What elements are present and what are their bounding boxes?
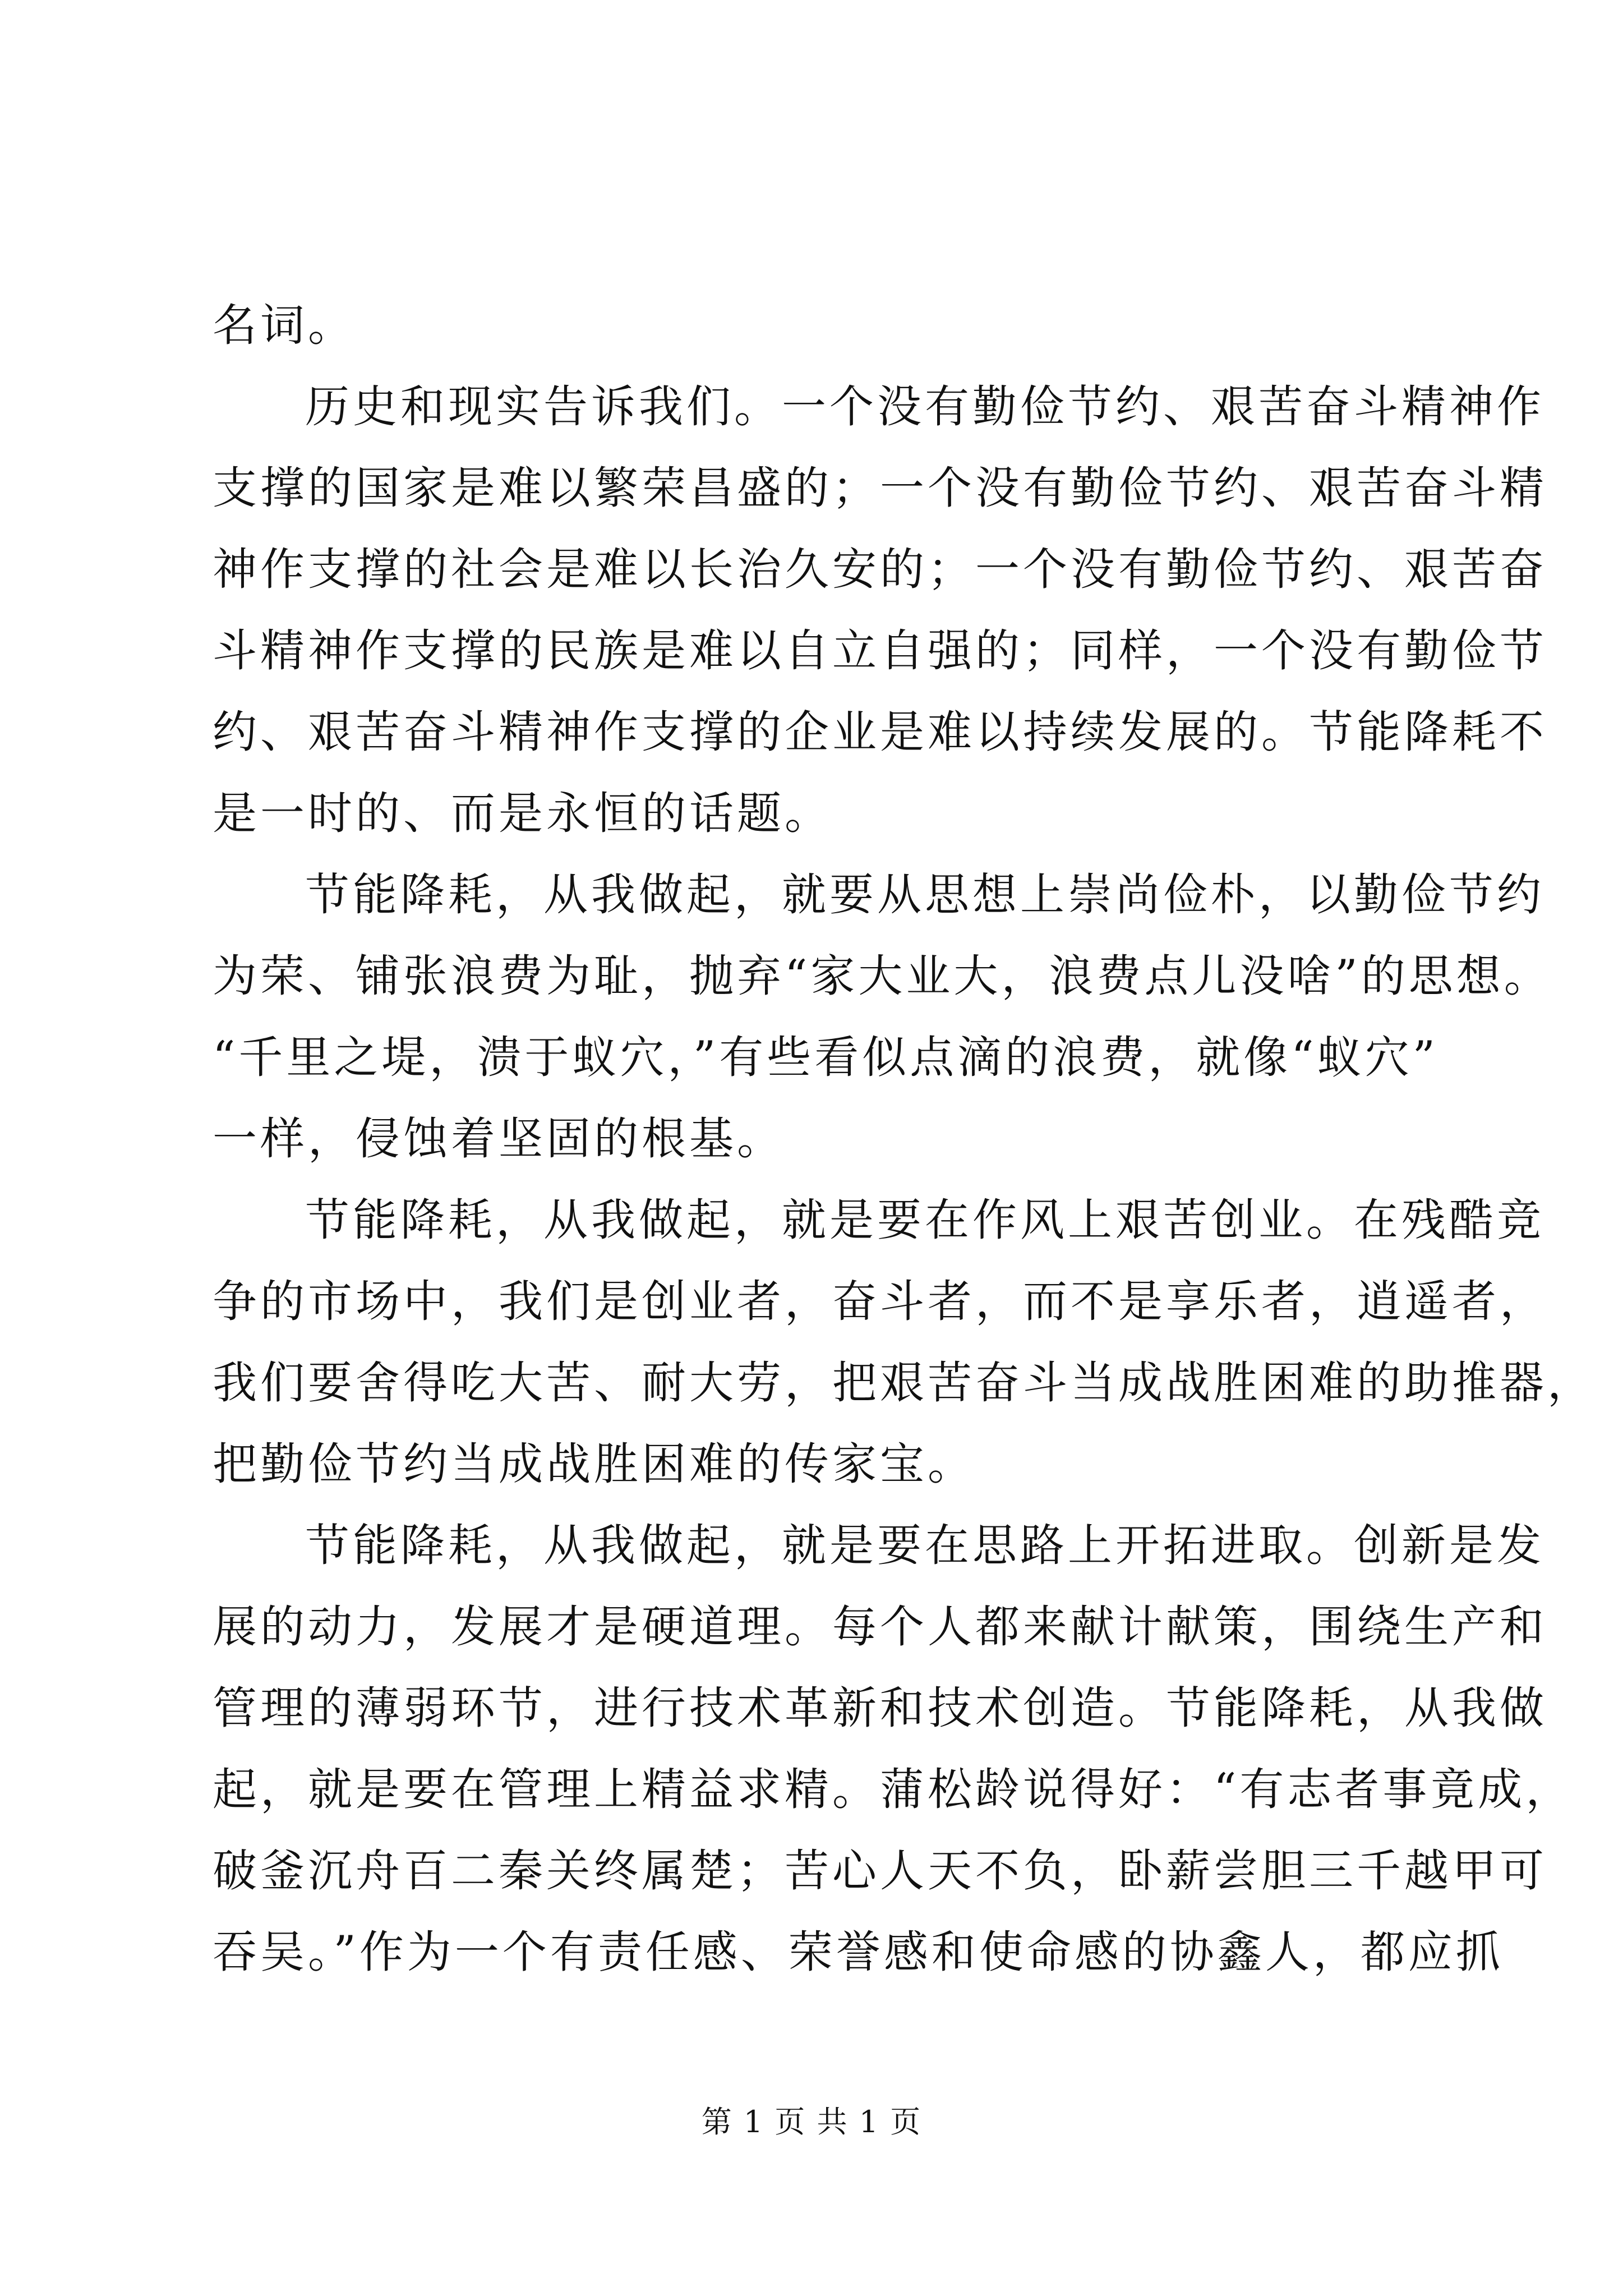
text-line: 节能降耗，从我做起，就是要在思路上开拓进取。创新是发	[305, 1520, 1544, 1571]
text-line: 把勤俭节约当成战胜困难的传家宝。	[213, 1438, 975, 1490]
text-line: 展的动力，发展才是硬道理。每个人都来献计献策，围绕生产和	[213, 1601, 1547, 1653]
text-line: 起，就是要在管理上精益求精。蒲松龄说得好：“有志者事竟成，	[213, 1764, 1574, 1815]
text-line: 争的市场中，我们是创业者，奋斗者，而不是享乐者，逍遥者，	[213, 1276, 1547, 1327]
text-line: 吞吴。”作为一个有责任感、荣誉感和使命感的协鑫人，都应抓	[213, 1926, 1504, 1978]
text-line: 我们要舍得吃大苦、耐大劳，把艰苦奋斗当成战胜困难的助推器，	[213, 1357, 1595, 1409]
document-body	[213, 285, 1595, 1993]
text-line: “千里之堤，溃于蚁穴，”有些看似点滴的浪费，就像“蚁穴”	[213, 1032, 1439, 1083]
text-line: 支撑的国家是难以繁荣昌盛的；一个没有勤俭节约、艰苦奋斗精	[213, 462, 1547, 514]
text-line: 神作支撑的社会是难以长治久安的；一个没有勤俭节约、艰苦奋	[213, 544, 1547, 595]
text-line: 约、艰苦奋斗精神作支撑的企业是难以持续发展的。节能降耗不	[213, 706, 1547, 758]
text-line: 节能降耗，从我做起，就是要在作风上艰苦创业。在残酷竞	[305, 1194, 1544, 1246]
text-line: 历史和现实告诉我们。一个没有勤俭节约、艰苦奋斗精神作	[305, 381, 1544, 432]
text-line: 节能降耗，从我做起，就要从思想上崇尚俭朴，以勤俭节约	[305, 869, 1544, 921]
text-line: 为荣、铺张浪费为耻，抛弃“家大业大，浪费点儿没啥”的思想。	[213, 950, 1552, 1002]
text-line: 管理的薄弱环节，进行技术革新和技术创造。节能降耗，从我做	[213, 1682, 1547, 1734]
text-line: 一样，侵蚀着坚固的根基。	[213, 1113, 785, 1165]
text-line: 破釜沉舟百二秦关终属楚；苦心人天不负，卧薪尝胆三千越甲可	[213, 1845, 1547, 1897]
text-line: 斗精神作支撑的民族是难以自立自强的；同样，一个没有勤俭节	[213, 625, 1547, 677]
page-number-footer: 第 1 页 共 1 页	[701, 2104, 922, 2139]
text-line: 名词。	[213, 300, 356, 351]
text-line: 是一时的、而是永恒的话题。	[213, 788, 832, 839]
